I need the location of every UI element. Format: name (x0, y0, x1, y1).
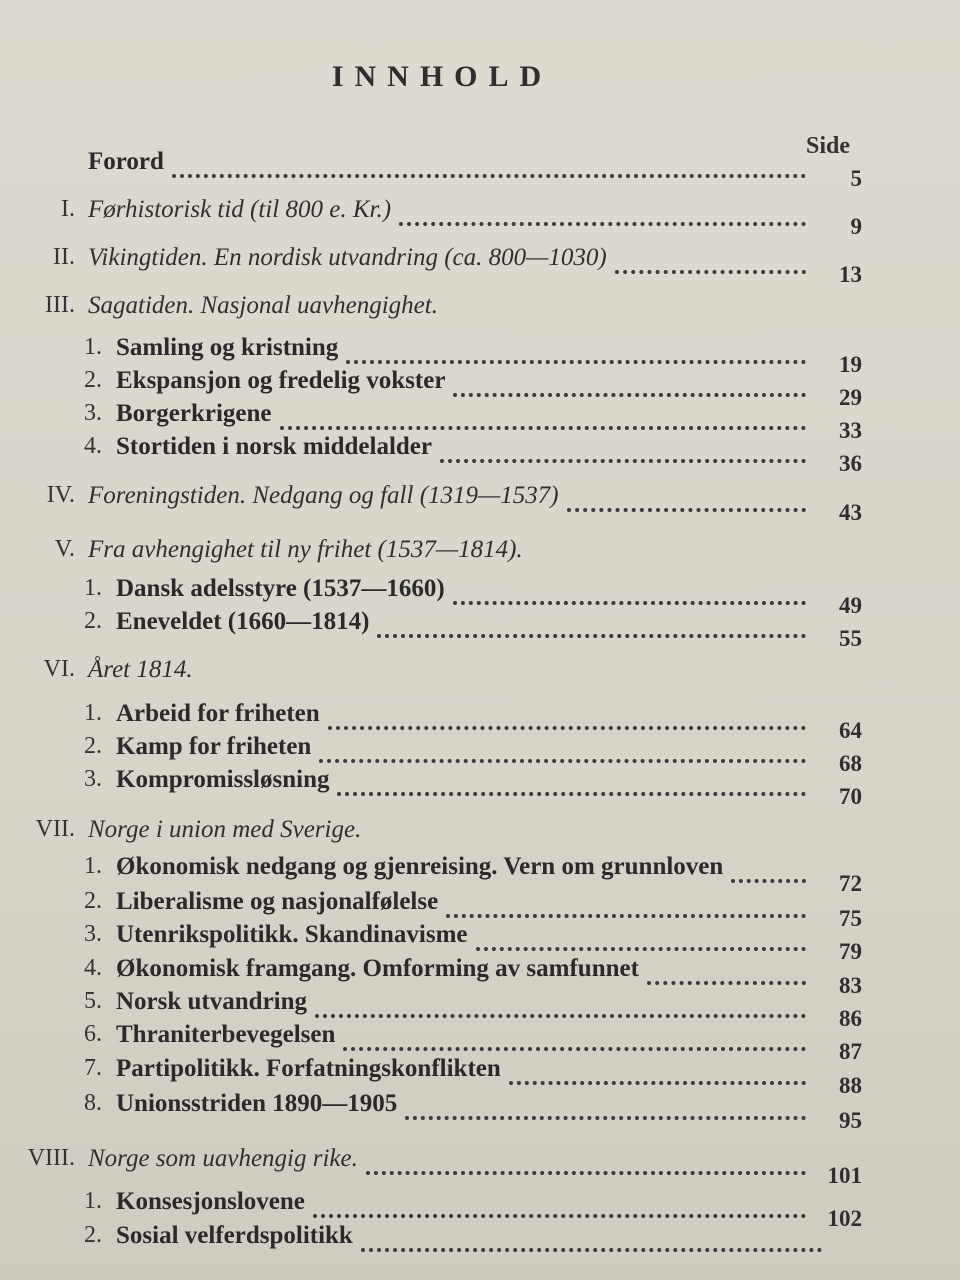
dot-leader (615, 250, 806, 274)
entry-number: 2. (84, 1222, 102, 1248)
page-number: 49 (839, 593, 862, 618)
chapter-title: Fra avhengighet til ny frihet (1537—1814). (88, 536, 523, 563)
chapter-number: III. (45, 292, 75, 318)
chapter-title: Førhistorisk tid (til 800 e. Kr.) (88, 196, 392, 223)
entry-title: Sosial velferdspolitikk (116, 1222, 353, 1249)
chapter-number: V. (54, 536, 75, 562)
page-number: 43 (839, 500, 862, 525)
entry-title: Arbeid for friheten (116, 700, 320, 727)
entry-number: 2. (84, 367, 102, 393)
entry-number: 1. (84, 700, 102, 726)
entry-number: 1. (84, 853, 102, 879)
dot-leader (315, 994, 806, 1018)
page-number: 9 (850, 214, 862, 239)
entry-title: Kompromissløsning (116, 766, 330, 793)
toc-chapter-row (0, 1145, 960, 1188)
dot-leader (313, 1194, 806, 1218)
chapter-number: IV. (46, 482, 75, 508)
entry-number: 3. (84, 400, 102, 426)
entry-number: 2. (84, 888, 102, 914)
entry-number: 1. (84, 1188, 102, 1214)
dot-leader (731, 859, 806, 883)
toc-chapter-row (0, 292, 960, 328)
toc-entry-row (0, 921, 960, 964)
entry-title: Stortiden i norsk middelalder (116, 433, 432, 460)
dot-leader (346, 340, 806, 364)
entry-number: 4. (84, 955, 102, 981)
toc-chapter-row (0, 536, 960, 572)
page-number: 68 (839, 751, 862, 776)
page-number: 88 (839, 1073, 862, 1098)
toc-entry-row (0, 955, 960, 998)
entry-number: 5. (84, 988, 102, 1014)
page-number: 79 (839, 939, 862, 964)
page-column-label: Side (806, 133, 851, 159)
chapter-title: Foreningstiden. Nedgang og fall (1319—1537) (88, 482, 559, 509)
page-number: 55 (839, 626, 862, 651)
chapter-title: Året 1814. (88, 656, 193, 683)
entry-title: Eneveldet (1660—1814) (116, 608, 370, 635)
toc-chapter-row (0, 196, 960, 239)
dot-leader (399, 202, 806, 226)
chapter-title: Norge i union med Sverige. (88, 816, 362, 843)
chapter-number: I. (61, 196, 75, 222)
dot-leader (476, 927, 807, 951)
dot-leader (647, 961, 806, 985)
entry-number: 4. (84, 433, 102, 459)
chapter-title: Sagatiden. Nasjonal uavhengighet. (88, 292, 438, 319)
chapter-number: VI. (43, 656, 75, 682)
entry-title: Konsesjonslovene (116, 1188, 305, 1215)
entry-title: Unionsstriden 1890—1905 (116, 1090, 398, 1117)
dot-leader (328, 706, 806, 730)
entry-number: 1. (84, 575, 102, 601)
toc-chapter-row (0, 816, 960, 852)
entry-number: 3. (84, 921, 102, 947)
toc-entry-row (0, 733, 960, 776)
page-number: 70 (839, 784, 862, 809)
toc-chapter-row (0, 482, 960, 525)
entry-title: Borgerkrigene (116, 400, 272, 427)
dot-leader (440, 439, 806, 463)
chapter-number: VIII. (27, 1145, 75, 1171)
entry-title: Forord (88, 148, 164, 175)
entry-title: Dansk adelsstyre (1537—1660) (116, 575, 445, 602)
page-number: 33 (839, 418, 862, 443)
toc-entry-row (0, 1021, 960, 1064)
toc-entry-row (0, 766, 960, 809)
entry-title: Økonomisk framgang. Omforming av samfunnet (116, 955, 639, 982)
chapter-title: Vikingtiden. En nordisk utvandring (ca. 800—1030) (88, 244, 607, 271)
toc-entry-row (0, 1055, 960, 1098)
entry-number: 2. (84, 608, 102, 634)
page-number: 95 (839, 1108, 862, 1133)
dot-leader (509, 1061, 806, 1085)
dot-leader (405, 1096, 806, 1120)
page-number: 29 (839, 385, 862, 410)
page-number: 5 (850, 166, 862, 191)
toc-entry-row (0, 367, 960, 410)
dot-leader (366, 1151, 806, 1175)
chapter-number: II. (53, 244, 75, 270)
toc-entry-row (0, 433, 960, 476)
toc-entry-row (0, 888, 960, 931)
toc-entry-row (0, 700, 960, 743)
dot-leader (361, 1228, 822, 1252)
toc-entry-row (0, 334, 960, 377)
toc-entry-row (0, 853, 960, 896)
page-number: 86 (839, 1006, 862, 1031)
page-number: 101 (827, 1163, 862, 1188)
entry-title: Partipolitikk. Forfatningskonflikten (116, 1055, 501, 1082)
entry-title: Thraniterbevegelsen (116, 1021, 336, 1048)
entry-title: Norsk utvandring (116, 988, 308, 1015)
dot-leader (337, 772, 806, 796)
page-number: 72 (839, 871, 862, 896)
toc-chapter-row (0, 244, 960, 287)
chapter-number: VII. (35, 816, 75, 842)
page-number: 83 (839, 973, 862, 998)
toc-entry-row (0, 608, 960, 651)
toc-entry-row (0, 988, 960, 1031)
entry-title: Økonomisk nedgang og gjenreising. Vern om grunnloven (116, 853, 724, 880)
entry-number: 6. (84, 1021, 102, 1047)
entry-title: Utenrikspolitikk. Skandinavisme (116, 921, 468, 948)
dot-leader (280, 406, 806, 430)
dot-leader (319, 739, 806, 763)
entry-number: 3. (84, 766, 102, 792)
toc-entry-row (0, 1188, 960, 1231)
page-number: 75 (839, 906, 862, 931)
page-number: 19 (839, 352, 862, 377)
entry-number: 7. (84, 1055, 102, 1081)
toc-entry-row (0, 575, 960, 618)
page-number: 13 (839, 262, 862, 287)
page-number: 36 (839, 451, 862, 476)
page-number: 64 (839, 718, 862, 743)
entry-title: Samling og kristning (116, 334, 339, 361)
dot-leader (343, 1027, 806, 1051)
toc-chapter-row (0, 656, 960, 692)
entry-number: 8. (84, 1090, 102, 1116)
dot-leader (446, 894, 806, 918)
dot-leader (377, 614, 806, 638)
entry-number: 1. (84, 334, 102, 360)
toc-entry-row (0, 400, 960, 443)
toc-entry-row (0, 1222, 960, 1258)
page-number: 102 (827, 1206, 862, 1231)
page-number: 87 (839, 1039, 862, 1064)
page-title: INNHOLD (331, 60, 553, 93)
entry-title: Liberalisme og nasjonalfølelse (116, 888, 439, 915)
entry-title: Ekspansjon og fredelig vokster (116, 367, 446, 394)
chapter-title: Norge som uavhengig rike. (88, 1145, 358, 1172)
dot-leader (567, 488, 806, 512)
dot-leader (172, 154, 806, 178)
entry-title: Kamp for friheten (116, 733, 312, 760)
dot-leader (453, 373, 806, 397)
entry-number: 2. (84, 733, 102, 759)
toc-entry-row (0, 1090, 960, 1133)
toc-entry-row (0, 148, 960, 191)
dot-leader (453, 581, 806, 605)
